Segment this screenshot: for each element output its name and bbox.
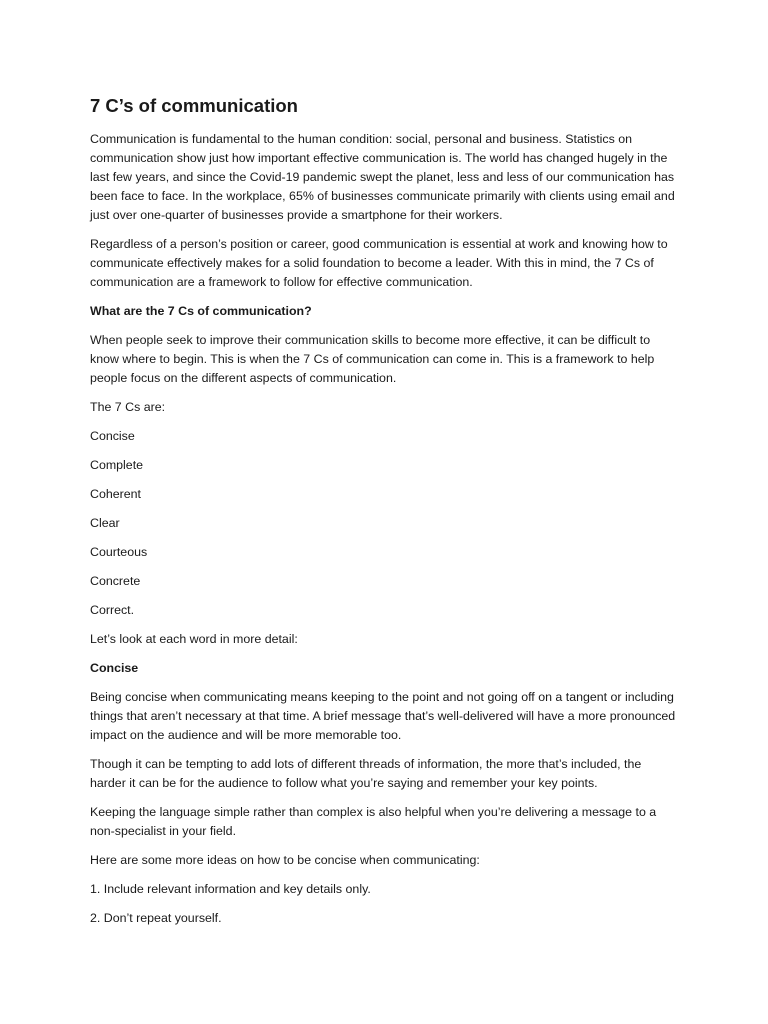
concise-paragraph-3: Keeping the language simple rather than complex is also helpful when you’re delivering a message to a non-specialist in your field. <box>90 805 657 838</box>
concise-tip-2: 2. Don’t repeat yourself. <box>90 911 222 925</box>
concise-paragraph-4: Here are some more ideas on how to be concise when communicating: <box>90 853 480 867</box>
seven-cs-intro: The 7 Cs are: <box>90 400 166 414</box>
detail-intro: Let’s look at each word in more detail: <box>90 632 298 646</box>
concise-paragraph-1: Being concise when communicating means keeping to the point and not going off on a tangent or including things that aren’t necessary at that time. A brief message that’s well-delivered will have a more pronounced impact on the audience and will be more memorable too. <box>90 690 676 742</box>
seven-cs-item-courteous: Courteous <box>90 545 148 559</box>
seven-cs-item-concrete: Concrete <box>90 574 141 588</box>
what-are-7cs-heading: What are the 7 Cs of communication? <box>90 304 312 318</box>
intro-paragraph-2: Regardless of a person’s position or career, good communication is essential at work and knowing how to communicate effectively makes for a solid foundation to become a leader. With this in mind, the 7 Cs of communication are a framework to follow for effective communication. <box>90 237 668 289</box>
seven-cs-item-concise: Concise <box>90 429 135 443</box>
what-are-7cs-paragraph: When people seek to improve their communication skills to become more effective, it can be difficult to know where to begin. This is when the 7 Cs of communication can come in. This is a framework to help people focus on the different aspects of communication. <box>90 333 655 385</box>
page-title: 7 C’s of communication <box>90 95 298 116</box>
seven-cs-item-complete: Complete <box>90 458 144 472</box>
concise-paragraph-2: Though it can be tempting to add lots of different threads of information, the more that’s included, the harder it can be for the audience to follow what you’re saying and remember your key points. <box>90 757 642 790</box>
seven-cs-item-correct: Correct. <box>90 603 135 617</box>
seven-cs-list <box>90 427 678 620</box>
seven-cs-item-clear: Clear <box>90 516 120 530</box>
seven-cs-item-coherent: Coherent <box>90 487 141 501</box>
document-page <box>90 94 678 938</box>
intro-paragraph-1: Communication is fundamental to the human condition: social, personal and business. Statistics on communication show just how important effective communication is. The world has changed hugely in the last few years, and since the Covid-19 pandemic swept the planet, less and less of our communication has been face to face. In the workplace, 65% of businesses communicate primarily with clients using email and just over one-quarter of businesses provide a smartphone for their workers. <box>90 132 675 222</box>
concise-tip-1: 1. Include relevant information and key details only. <box>90 882 371 896</box>
concise-heading: Concise <box>90 661 139 675</box>
